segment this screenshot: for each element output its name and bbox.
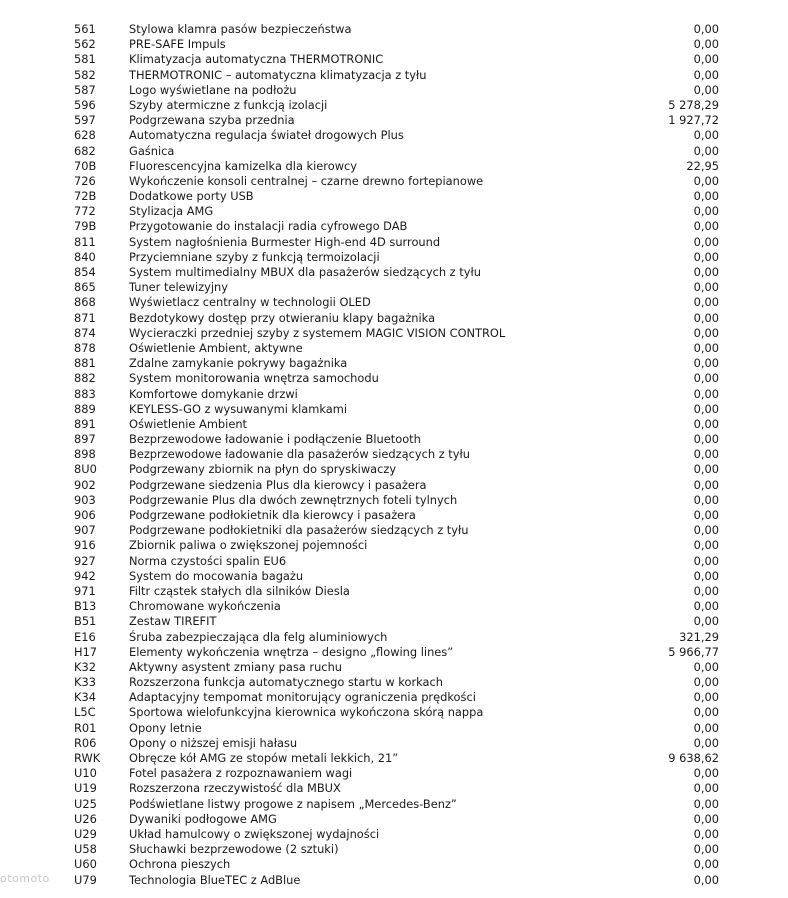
option-price: 0,00 <box>693 614 719 629</box>
option-code: 79B <box>74 219 97 234</box>
option-code: 868 <box>74 295 96 310</box>
option-row <box>0 584 788 599</box>
option-price: 0,00 <box>693 219 719 234</box>
option-price: 0,00 <box>693 401 719 416</box>
option-code: RWK <box>74 751 101 765</box>
option-price: 0,00 <box>693 310 719 325</box>
option-description: Wycieraczki przedniej szyby z systemem MAGIC VISION CONTROL <box>129 325 506 340</box>
option-row <box>0 144 788 159</box>
option-code: R06 <box>74 735 97 750</box>
option-row <box>0 766 788 781</box>
option-price: 0,00 <box>693 325 719 340</box>
option-price: 0,00 <box>693 857 719 872</box>
option-description: Wyświetlacz centralny w technologii OLED <box>129 295 371 310</box>
option-description: Śruba zabezpieczająca dla felg aluminiowych <box>129 629 388 644</box>
option-code: 865 <box>74 280 96 295</box>
option-price: 0,00 <box>693 826 719 841</box>
option-description: Tuner telewizyjny <box>129 280 228 295</box>
option-description: KEYLESS-GO z wysuwanymi klamkami <box>129 401 347 416</box>
option-price: 0,00 <box>693 386 719 401</box>
option-price: 0,00 <box>693 280 719 295</box>
option-description: PRE-SAFE Impuls <box>129 37 226 52</box>
option-price: 0,00 <box>693 37 719 52</box>
option-row <box>0 387 788 402</box>
option-price: 0,00 <box>693 523 719 538</box>
option-code: 882 <box>74 371 96 386</box>
option-row <box>0 83 788 98</box>
option-price: 0,00 <box>693 583 719 598</box>
option-row <box>0 371 788 386</box>
option-description: Rozszerzona rzeczywistość dla MBUX <box>129 781 341 796</box>
option-description: Adaptacyjny tempomat monitorujący ograniczenia prędkości <box>129 690 476 705</box>
option-row <box>0 873 788 888</box>
option-code: 916 <box>74 538 96 553</box>
option-code: 927 <box>74 553 96 568</box>
option-row <box>0 523 788 538</box>
option-price: 0,00 <box>693 675 719 690</box>
option-row <box>0 204 788 219</box>
option-code: 840 <box>74 249 96 264</box>
option-price: 9 638,62 <box>668 751 719 765</box>
option-code: 897 <box>74 432 96 447</box>
option-price: 0,00 <box>693 705 719 720</box>
option-price: 0,00 <box>693 249 719 264</box>
option-price: 0,00 <box>693 82 719 97</box>
option-description: Słuchawki bezprzewodowe (2 sztuki) <box>129 842 339 857</box>
option-description: THERMOTRONIC – automatyczna klimatyzacja z tyłu <box>129 67 427 82</box>
option-row <box>0 645 788 660</box>
option-row <box>0 295 788 310</box>
option-row <box>0 478 788 493</box>
option-description: Stylizacja AMG <box>129 204 214 219</box>
option-code: 561 <box>74 22 96 36</box>
option-code: H17 <box>74 644 98 659</box>
option-row <box>0 250 788 265</box>
option-code: 874 <box>74 325 96 340</box>
option-row <box>0 508 788 523</box>
option-description: Oświetlenie Ambient <box>129 416 248 431</box>
option-code: 682 <box>74 143 96 158</box>
option-row <box>0 812 788 827</box>
option-row <box>0 554 788 569</box>
option-description: Podgrzewanie Plus dla dwóch zewnętrznych foteli tylnych <box>129 492 458 507</box>
option-code: B13 <box>74 599 97 614</box>
option-price: 0,00 <box>693 204 719 219</box>
option-row <box>0 52 788 67</box>
option-price: 0,00 <box>693 432 719 447</box>
option-price: 5 278,29 <box>668 97 719 112</box>
option-code: U19 <box>74 781 97 796</box>
option-row <box>0 736 788 751</box>
option-code: 907 <box>74 523 96 538</box>
option-description: Podgrzewana szyba przednia <box>129 113 295 128</box>
option-description: Bezprzewodowe ładowanie dla pasażerów siedzących z tyłu <box>129 447 470 462</box>
option-description: Komfortowe domykanie drzwi <box>129 386 298 401</box>
option-row <box>0 265 788 280</box>
option-row <box>0 326 788 341</box>
option-row <box>0 68 788 83</box>
option-price: 0,00 <box>693 720 719 735</box>
option-description: Zbiornik paliwa o zwiększonej pojemności <box>129 538 368 553</box>
option-description: Przyciemniane szyby z funkcją termoizolacji <box>129 249 380 264</box>
option-row <box>0 174 788 189</box>
option-row <box>0 751 788 766</box>
option-price: 0,00 <box>693 872 719 887</box>
option-description: Obręcze kół AMG ze stopów metali lekkich, 21” <box>129 751 399 765</box>
option-description: Podgrzewany zbiornik na płyn do spryskiwaczy <box>129 462 397 477</box>
option-description: System do mocowania bagażu <box>129 568 304 583</box>
option-code: 70B <box>74 158 97 173</box>
option-price: 0,00 <box>693 67 719 82</box>
option-price: 0,00 <box>693 508 719 522</box>
option-row <box>0 113 788 128</box>
option-row <box>0 402 788 417</box>
option-code: U10 <box>74 766 97 781</box>
option-code: 581 <box>74 52 96 67</box>
option-code: R01 <box>74 720 97 735</box>
option-description: Oświetlenie Ambient, aktywne <box>129 340 303 355</box>
option-price: 5 966,77 <box>668 644 719 659</box>
watermark: otomoto <box>0 872 50 885</box>
option-description: Chromowane wykończenia <box>129 599 281 614</box>
option-code: 772 <box>74 204 96 219</box>
option-row <box>0 569 788 584</box>
option-description: Układ hamulcowy o zwiększonej wydajności <box>129 826 380 841</box>
option-code: L5C <box>74 705 96 720</box>
option-price: 0,00 <box>693 659 719 674</box>
option-row <box>0 690 788 705</box>
option-price: 0,00 <box>693 234 719 249</box>
option-code: B51 <box>74 614 97 629</box>
option-row <box>0 614 788 629</box>
option-price: 0,00 <box>693 462 719 477</box>
option-row <box>0 797 788 812</box>
option-code: U58 <box>74 842 97 857</box>
option-price: 321,29 <box>679 629 719 644</box>
option-description: Dywaniki podłogowe AMG <box>129 811 277 826</box>
option-description: System multimedialny MBUX dla pasażerów siedzących z tyłu <box>129 265 481 279</box>
option-code: 726 <box>74 173 96 188</box>
option-price: 0,00 <box>693 477 719 492</box>
option-row <box>0 842 788 857</box>
option-row <box>0 341 788 356</box>
option-description: Przygotowanie do instalacji radia cyfrowego DAB <box>129 219 408 234</box>
option-description: Filtr cząstek stałych dla silników Diesla <box>129 583 350 598</box>
option-description: Podgrzewane podłokietnik dla kierowcy i pasażera <box>129 508 416 522</box>
option-code: U26 <box>74 811 97 826</box>
option-row <box>0 159 788 174</box>
option-price: 0,00 <box>693 52 719 67</box>
option-description: Podświetlane listwy progowe z napisem „Mercedes-Benz” <box>129 796 457 811</box>
option-description: Stylowa klamra pasów bezpieczeństwa <box>129 22 352 36</box>
option-code: 903 <box>74 492 96 507</box>
option-price: 0,00 <box>693 265 719 279</box>
option-code: K33 <box>74 675 96 690</box>
option-code: 811 <box>74 234 96 249</box>
option-code: 906 <box>74 508 96 522</box>
option-code: 562 <box>74 37 96 52</box>
option-row <box>0 128 788 143</box>
option-description: Sportowa wielofunkcyjna kierownica wykończona skórą nappa <box>129 705 484 720</box>
option-row <box>0 721 788 736</box>
option-price: 0,00 <box>693 492 719 507</box>
option-row <box>0 630 788 645</box>
option-price: 0,00 <box>693 356 719 371</box>
option-description: Klimatyzacja automatyczna THERMOTRONIC <box>129 52 384 67</box>
option-code: 871 <box>74 310 96 325</box>
option-row <box>0 235 788 250</box>
option-code: 889 <box>74 401 96 416</box>
option-code: U25 <box>74 796 97 811</box>
option-description: Fluorescencyjna kamizelka dla kierowcy <box>129 158 358 173</box>
option-price: 0,00 <box>693 143 719 158</box>
option-description: Wykończenie konsoli centralnej – czarne drewno fortepianowe <box>129 173 484 188</box>
option-code: U79 <box>74 872 97 887</box>
option-row <box>0 705 788 720</box>
option-description: Aktywny asystent zmiany pasa ruchu <box>129 659 343 674</box>
option-row <box>0 189 788 204</box>
option-row <box>0 538 788 553</box>
option-description: System monitorowania wnętrza samochodu <box>129 371 379 386</box>
option-row <box>0 432 788 447</box>
option-code: 891 <box>74 416 96 431</box>
option-price: 1 927,72 <box>668 113 719 128</box>
options-list <box>0 22 788 888</box>
option-row <box>0 599 788 614</box>
option-code: 902 <box>74 477 96 492</box>
option-code: 854 <box>74 265 96 279</box>
option-price: 0,00 <box>693 781 719 796</box>
option-code: 878 <box>74 340 96 355</box>
option-description: Zestaw TIREFIT <box>129 614 217 629</box>
option-code: 883 <box>74 386 96 401</box>
option-row <box>0 98 788 113</box>
option-price: 0,00 <box>693 599 719 614</box>
option-description: Szyby atermiczne z funkcją izolacji <box>129 97 328 112</box>
option-code: 596 <box>74 97 96 112</box>
option-description: Norma czystości spalin EU6 <box>129 553 287 568</box>
option-description: System nagłośnienia Burmester High-end 4D surround <box>129 234 441 249</box>
option-code: 597 <box>74 113 96 128</box>
option-row <box>0 356 788 371</box>
option-price: 0,00 <box>693 189 719 204</box>
option-code: 587 <box>74 82 96 97</box>
option-row <box>0 37 788 52</box>
option-row <box>0 311 788 326</box>
option-row <box>0 827 788 842</box>
option-code: 582 <box>74 67 96 82</box>
option-code: U29 <box>74 826 97 841</box>
option-row <box>0 280 788 295</box>
option-description: Opony o niższej emisji hałasu <box>129 735 298 750</box>
option-price: 0,00 <box>693 553 719 568</box>
option-description: Rozszerzona funkcja automatycznego startu w korkach <box>129 675 444 690</box>
option-price: 0,00 <box>693 735 719 750</box>
option-price: 0,00 <box>693 538 719 553</box>
option-code: 628 <box>74 128 96 143</box>
option-description: Gaśnica <box>129 143 175 158</box>
option-description: Dodatkowe porty USB <box>129 189 254 204</box>
option-row <box>0 493 788 508</box>
option-code: E16 <box>74 629 96 644</box>
option-description: Opony letnie <box>129 720 202 735</box>
option-code: 942 <box>74 568 96 583</box>
option-description: Automatyczna regulacja świateł drogowych Plus <box>129 128 404 143</box>
option-code: 971 <box>74 583 96 598</box>
option-code: 898 <box>74 447 96 462</box>
option-row <box>0 675 788 690</box>
option-row <box>0 857 788 872</box>
option-row <box>0 22 788 37</box>
option-description: Zdalne zamykanie pokrywy bagażnika <box>129 356 348 371</box>
option-price: 0,00 <box>693 128 719 143</box>
option-description: Bezprzewodowe ładowanie i podłączenie Bluetooth <box>129 432 421 447</box>
option-price: 0,00 <box>693 447 719 462</box>
option-row <box>0 219 788 234</box>
option-description: Ochrona pieszych <box>129 857 231 872</box>
option-row <box>0 660 788 675</box>
option-description: Fotel pasażera z rozpoznawaniem wagi <box>129 766 353 781</box>
option-price: 0,00 <box>693 842 719 857</box>
option-price: 0,00 <box>693 371 719 386</box>
option-code: U60 <box>74 857 97 872</box>
option-description: Elementy wykończenia wnętrza – designo „flowing lines” <box>129 644 454 659</box>
option-row <box>0 447 788 462</box>
option-price: 0,00 <box>693 766 719 781</box>
option-description: Podgrzewane podłokietniki dla pasażerów siedzących z tyłu <box>129 523 469 538</box>
option-code: K34 <box>74 690 96 705</box>
option-price: 0,00 <box>693 416 719 431</box>
option-price: 0,00 <box>693 173 719 188</box>
option-price: 0,00 <box>693 22 719 36</box>
option-price: 0,00 <box>693 340 719 355</box>
option-code: 881 <box>74 356 96 371</box>
option-price: 0,00 <box>693 295 719 310</box>
option-code: 72B <box>74 189 97 204</box>
option-price: 0,00 <box>693 568 719 583</box>
option-code: K32 <box>74 659 96 674</box>
option-row <box>0 417 788 432</box>
option-code: 8U0 <box>74 462 97 477</box>
option-price: 0,00 <box>693 690 719 705</box>
option-description: Podgrzewane siedzenia Plus dla kierowcy i pasażera <box>129 477 427 492</box>
option-row <box>0 462 788 477</box>
option-price: 0,00 <box>693 796 719 811</box>
option-price: 22,95 <box>686 158 719 173</box>
option-description: Bezdotykowy dostęp przy otwieraniu klapy bagażnika <box>129 310 436 325</box>
option-description: Technologia BlueTEC z AdBlue <box>129 872 301 887</box>
option-description: Logo wyświetlane na podłożu <box>129 82 297 97</box>
option-price: 0,00 <box>693 811 719 826</box>
option-row <box>0 781 788 796</box>
